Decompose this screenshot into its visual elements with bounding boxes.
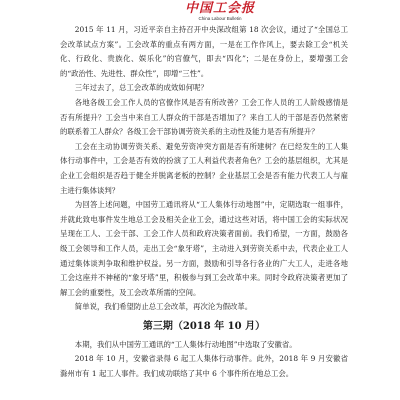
paragraph: 简单说，我们希望防止总工会改革，再次沦为假改革。: [74, 302, 253, 312]
paragraph: 本期，我们从中国劳工通讯的“工人集体行动地图”中选取了安徽省。: [74, 339, 297, 349]
paragraph: 2018 年 10 月，安徽省录得 6 起工人集体行动事件。此外，2018 年 9 月安徽省滁州市有 1 起工人事件。我们成功联络了其中 6 个事件所在地总工会。: [60, 354, 348, 379]
masthead-subtitle: China Labour Bulletin: [198, 16, 242, 21]
masthead: [175, 2, 265, 22]
section-heading: 第三期（2018 年 10 月）: [142, 320, 266, 332]
masthead-logo: 中国工会报: [184, 1, 255, 16]
paragraph: 各地各级工会工作人员的官僚作风是否有所改善？工会工作人员的工人阶级感情是否有所提升？工会当中来自工人群众的干部是否增加了？来自工人的干部是否仍然紧密的联系着工人群众？各级工会干部协调劳资关系的主动性及能力是否有所提升？: [60, 97, 348, 137]
article-body: [60, 23, 348, 382]
paragraph: 为回答上述问题，中国劳工通讯将从“工人集体行动地图”中，定期选取一组事件，并就此致电事件发生地总工会及相关企业工会，通过这些对话，将中国工会的实际状况呈现在工人、工会干部、工会工作人员和政府决策者面前。我们希望，一方面，鼓励各级工会领导和工作人员，走出工会“象牙塔”，主动进入到劳资关系中去，代表企业工人通过集体谈判争取和维护权益。另一方面，鼓励和引导各行各业的广大工人，走进各地工会这座并不神秘的“象牙塔”里，积极参与到工会改革中来。同时令政府决策者更加了解工会的重要性，及工会改革所需的空间。: [60, 200, 348, 297]
paragraph: 工会在主动协调劳资关系、避免劳资冲突方面是否有所建树？在已经发生的工人集体行动事件中，工会是否有效的扮演了工人利益代表者角色？工会的基层组织，尤其是企业工会组织是否趋于健全并脱离老板的控制？企业基层工会是否有能力代表工人与雇主进行集体谈判？: [60, 141, 348, 195]
paragraph: 2015 年 11 月，习近平亲自主持召开中央深改组第 18 次会议，通过了“全国总工会改革试点方案”。工会改革的重点有两方面，一是在工作作风上，要去除工会“机关化、行政化、贵族化、娱乐化”的官僚气，即去“四化”；二是在身份上，要增强工会的“政治性、先进性、群众性”，即增“三性”。: [60, 25, 348, 78]
paragraph: 三年过去了，总工会改革的成效如何呢？: [74, 83, 208, 93]
